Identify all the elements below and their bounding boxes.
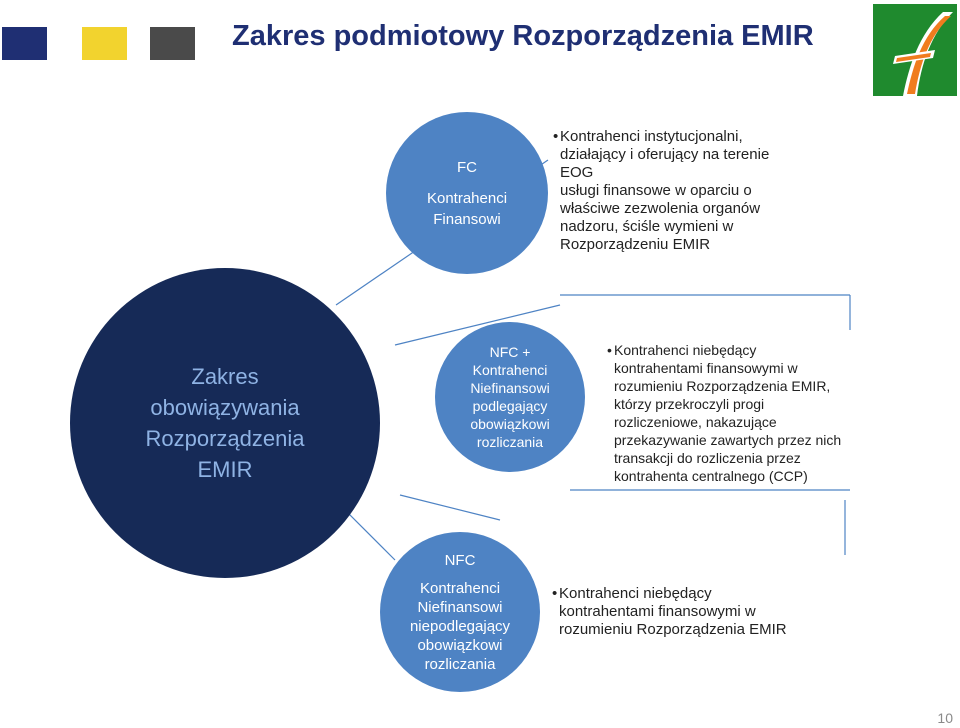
nfc-name-line: niepodlegający: [409, 617, 511, 635]
nfc-abbr: NFC: [444, 551, 476, 569]
nfc-name-line: obowiązkowi: [417, 636, 503, 654]
fc-description: [553, 128, 793, 254]
nfc-circle: [380, 532, 540, 692]
nfc-plus-circle: [435, 322, 585, 472]
nfc-name-line: rozliczania: [424, 655, 496, 673]
center-line: EMIR: [197, 457, 253, 482]
nfc-name-line: Kontrahenci: [419, 579, 501, 597]
nfc-plus-desc-line: rozumieniu Rozporządzenia EMIR,: [614, 378, 831, 394]
page-title: Zakres podmiotowy Rozporządzenia EMIR: [232, 20, 814, 52]
nfc-plus-line: NFC +: [489, 344, 531, 360]
fc-name-line: Kontrahenci: [426, 189, 508, 207]
nfc-plus-desc-line: przekazywanie zawartych przez nich: [614, 432, 842, 448]
nfc-description: [552, 585, 812, 639]
nfc-name-line: Niefinansowi: [417, 598, 503, 616]
scope-center-circle: [70, 268, 380, 578]
fc-desc-line: Kontrahenci instytucjonalni,: [560, 128, 743, 145]
nfc-plus-line: Kontrahenci: [472, 362, 548, 378]
bullet-icon: •: [552, 585, 558, 602]
nfc-plus-desc-line: transakcji do rozliczenia przez: [614, 450, 801, 466]
nfc-plus-description: [607, 341, 877, 485]
fc-desc-line: działający i oferujący na terenie EOG: [560, 146, 770, 181]
fc-desc-line: nadzoru, ściśle wymieni w: [560, 218, 734, 235]
fc-desc-line: usługi finansowe w oparciu o: [560, 182, 752, 199]
nfc-plus-desc-line: którzy przekroczyli progi: [614, 396, 765, 412]
nfc-desc-line: kontrahentami finansowymi w: [559, 603, 756, 620]
center-line: Rozporządzenia: [145, 426, 305, 451]
fc-desc-line: właściwe zezwolenia organów: [560, 200, 761, 217]
nfc-plus-desc-line: kontrahentami finansowymi w: [614, 360, 798, 376]
nfc-plus-line: rozliczania: [476, 434, 544, 450]
center-line: Zakres: [191, 364, 259, 389]
center-line: obowiązywania: [150, 395, 300, 420]
fc-desc-line: Rozporządzeniu EMIR: [560, 236, 711, 253]
nfc-plus-desc-line: kontrahenta centralnego (CCP): [614, 468, 808, 484]
nfc-plus-line: Niefinansowi: [470, 380, 550, 396]
bullet-icon: •: [553, 128, 559, 145]
nfc-plus-desc-line: Kontrahenci niebędący: [614, 342, 757, 358]
nfc-plus-desc-line: rozliczeniowe, nakazujące: [614, 414, 777, 430]
bullet-icon: •: [607, 342, 612, 358]
fc-name-line: Finansowi: [433, 210, 501, 228]
nfc-desc-line: rozumieniu Rozporządzenia EMIR: [559, 621, 787, 638]
nfc-plus-line: obowiązkowi: [470, 416, 550, 432]
nfc-desc-line: Kontrahenci niebędący: [559, 585, 712, 602]
fc-circle: [386, 112, 548, 274]
page-number: 10: [937, 710, 953, 726]
nfc-plus-line: podlegający: [472, 398, 548, 414]
fc-abbr: FC: [457, 158, 477, 176]
